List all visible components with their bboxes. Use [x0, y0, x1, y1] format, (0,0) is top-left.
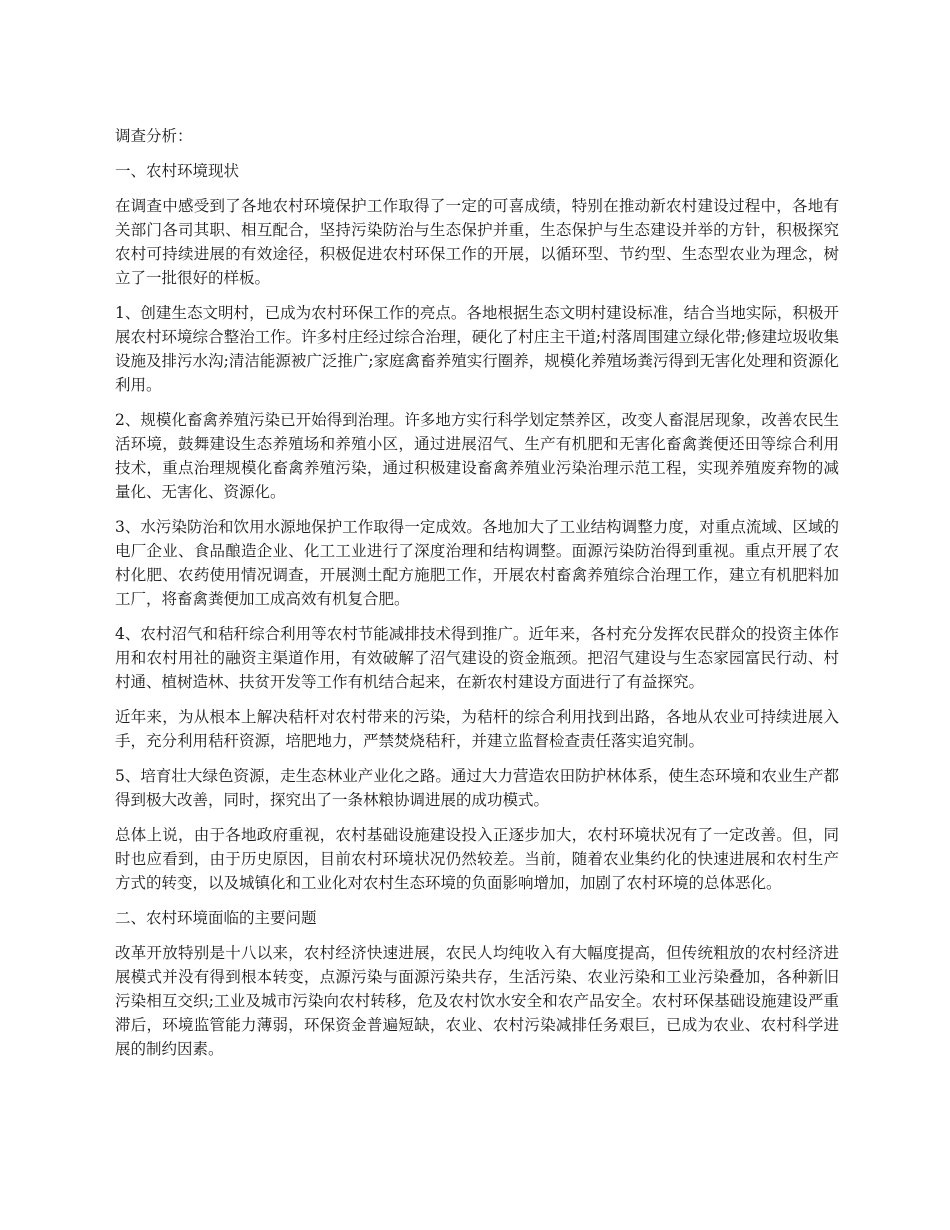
section-1-heading: 一、农村环境现状 — [115, 162, 240, 180]
paragraph-problems: 改革开放特别是十八以来，农村经济快速进展，农民人均纯收入有大幅度提高，但传统粗放的农村经济进展模式并没有得到根本转变，点源污染与面源污染共存，生活污染、农业污染和工业污染叠加，各种新旧污染相互交织;工业及城市污染向农村转移，危及农村饮水安全和农产品安全。农村环保基础设施建设严重滞后，环境监管能力薄弱，环保资金普遍短缺，农业、农村污染减排任务艰巨，已成为农业、农村科学进展的制约因素。 — [115, 944, 839, 1058]
paragraph-summary: 总体上说，由于各地政府重视，农村基础设施建设投入正逐步加大，农村环境状况有了一定改善。但，同时也应看到，由于历史原因，目前农村环境状况仍然较差。当前，随着农业集约化的快速进展和农村生产方式的转变，以及城镇化和工业化对农村生态环境的负面影响增加，加剧了农村环境的总体恶化。 — [115, 826, 839, 892]
paragraph-straw: 近年来，为从根本上解决秸杆对农村带来的污染，为秸杆的综合利用找到出路，各地从农业可持续进展入手，充分利用秸秆资源，培肥地力，严禁焚烧秸秆，并建立监督检查责任落实追究制。 — [115, 708, 839, 750]
document-label: 调查分析： — [115, 127, 193, 145]
document-page — [115, 124, 839, 1072]
paragraph-item-4: 4、农村沼气和秸秆综合利用等农村节能减排技术得到推广。近年来，各村充分发挥农民群众的投资主体作用和农村用社的融资主渠道作用，有效破解了沼气建设的资金瓶颈。把沼气建设与生态家园富民行动、村村通、植树造林、扶贫开发等工作有机结合起来，在新农村建设方面进行了有益探究。 — [115, 625, 839, 691]
paragraph-item-2: 2、规模化畜禽养殖污染已开始得到治理。许多地方实行科学划定禁养区，改变人畜混居现象，改善农民生活环境，鼓舞建设生态养殖场和养殖小区，通过进展沼气、生产有机肥和无害化畜禽粪便还田等综合利用技术，重点治理规模化畜禽养殖污染，通过积极建设畜禽养殖业污染治理示范工程，实现养殖废弃物的减量化、无害化、资源化。 — [115, 411, 839, 501]
paragraph-item-5: 5、培育壮大绿色资源，走生态林业产业化之路。通过大力营造农田防护林体系，使生态环境和农业生产都得到极大改善，同时，探究出了一条林粮协调进展的成功模式。 — [115, 767, 839, 809]
section-2-heading: 二、农村环境面临的主要问题 — [115, 909, 317, 927]
paragraph-item-1: 1、创建生态文明村，已成为农村环保工作的亮点。各地根据生态文明村建设标准，结合当地实际，积极开展农村环境综合整治工作。许多村庄经过综合治理，硬化了村庄主干道;村落周围建立绿化带;修建垃圾收集设施及排污水沟;清洁能源被广泛推广;家庭禽畜养殖实行圈养，规模化养殖场粪污得到无害化处理和资源化利用。 — [115, 304, 839, 394]
paragraph-item-3: 3、水污染防治和饮用水源地保护工作取得一定成效。各地加大了工业结构调整力度，对重点流域、区域的电厂企业、食品酿造企业、化工工业进行了深度治理和结构调整。面源污染防治得到重视。重点开展了农村化肥、农药使用情况调查，开展测土配方施肥工作，开展农村畜禽养殖综合治理工作，建立有机肥料加工厂，将畜禽粪便加工成高效有机复合肥。 — [115, 518, 839, 608]
paragraph-intro: 在调查中感受到了各地农村环境保护工作取得了一定的可喜成绩，特别在推动新农村建设过程中，各地有关部门各司其职、相互配合，坚持污染防治与生态保护并重，生态保护与生态建设并举的方针，积极探究农村可持续进展的有效途径，积极促进农村环保工作的开展，以循环型、节约型、生态型农业为理念，树立了一批很好的样板。 — [115, 197, 839, 287]
